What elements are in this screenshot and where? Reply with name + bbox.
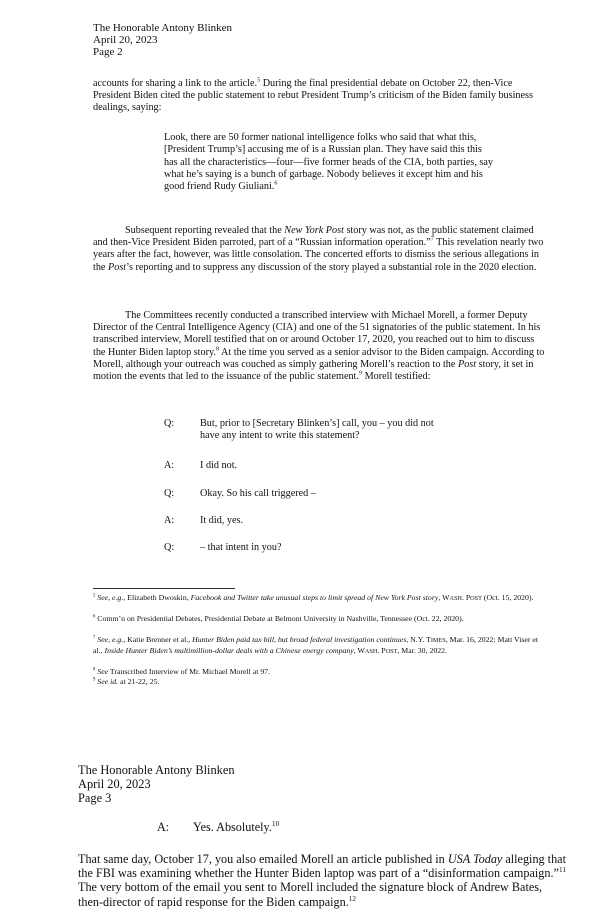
italic-run: New York Post [284,225,344,236]
footnote-ref-11: 11 [558,865,566,875]
page3-header [78,763,235,805]
text-run: The very bottom of the email you sent to Morell included the signature block of Andrew Bates, then-director of rapid response for the Biden campaign. [78,880,543,909]
footnote-ref-7: 7 [430,236,434,243]
page2-header [93,22,232,58]
footnote-number: 7 [93,635,96,641]
page2-paragraph-2 [93,225,548,274]
qa-label: Q: [164,542,175,553]
text-run: At the time you served as a senior advisor to the Biden campaign. According to Morell, although your outreach was couched as simply gathering Morell’s reaction to the [93,346,545,370]
footnote-number: 9 [93,677,96,683]
italic-run: Post [457,358,477,370]
footnote-number: 5 [93,593,96,599]
text-run: Transcribed Interview of Mr. Michael Morell at 97. [108,667,271,676]
qa-label: Q: [164,418,175,429]
footnote-8 [93,667,548,677]
text-run: , Mar. 30, 2022. [397,645,447,655]
qa-text: It did, yes. [200,515,244,526]
footnote-6 [93,614,548,624]
italic-run: See, e.g. [97,635,124,644]
small-caps-run: OST [385,647,398,655]
footnote-ref-9: 9 [358,370,363,377]
text-run: , N.Y. T [406,635,431,644]
footnote-number: 8 [93,667,96,673]
text-run: . P [377,645,386,655]
qa-text: I did not. [200,460,238,471]
qa-label: Q: [164,488,175,499]
italic-run: Post [108,261,127,273]
footnote-9 [93,677,548,687]
text-run: Yes. Absolutely. [193,820,272,834]
qa-text: Okay. So his call triggered – [200,488,316,499]
qa-label: A: [164,515,175,526]
page3-header-date: April 20, 2023 [78,777,151,791]
small-caps-run: OST [470,595,482,602]
footnote-ref-6: 6 [274,180,278,187]
qa-label: A: [164,460,175,471]
footnote-ref-8: 8 [215,346,220,353]
footnote-number: 6 [93,614,96,620]
text-run: During the final presidential debate on October 22, then-Vice President Biden cited the public statement to rebut President Trump’s criticism of the Biden family business dealings, saying: [93,78,533,114]
text-run: , W [438,593,450,602]
footnote-7 [93,635,548,656]
italic-run: See [97,667,109,676]
page2-paragraph-1 [93,78,548,115]
footnote-ref-12: 12 [348,893,357,903]
text-run: Morell testified: [362,371,431,383]
text-run: Comm’n on Presidential Debates, Presidential Debate at Belmont University in Nashville, Tennessee (Oct. 22, 2020). [95,614,464,623]
italic-run: Facebook and Twitter take unusual steps to limit spread of New York Post story [190,593,439,602]
text-run: The Committees recently conducted a transcribed interview with Michael Morell, a former Deputy Director of the Central Intelligence Agency (CIA) and one of the 51 signatories of the public statement. In his transcribed interview, Morell testified that on or around October 17, 2020, you reached out to him to discuss the Hunter Biden laptop story. [93,310,541,358]
quote-text: Look, there are 50 former national intelligence folks who said that what this, [President Trump’s] accusing me of is a Russian plan. They have said this this has all the characteristics—four—five former heads of the CIA, both parties, say what he’s saying is a bunch of garbage. Nobody believes it except him and his good friend Rudy Giuliani. [164,132,493,193]
text-run: story, it set in motion the events that led to the issuance of the public statement. [93,358,534,383]
text-run: story was not, as the public statement claimed and then-Vice President Biden parroted, part of a “Russian information operation.” [93,225,534,249]
text-run: That same day, October 17, you also emailed Morell an article published in [78,852,448,866]
qa-text: – that intent in you? [200,542,282,553]
text-run: , W [353,645,365,655]
text-run: , Mar. 16, 2022; Matt Viser et al., [93,635,539,655]
text-run: alleging that the FBI was examining whether the Hunter Biden laptop was part of a “disinformation campaign.” [78,852,566,881]
italic-run: See id. [97,677,119,686]
text-run: Subsequent reporting revealed that the [125,225,285,236]
text-run: at 21-22, 25. [118,677,160,686]
text-run: This revelation nearly two years after the fact, however, was little consolation. The concerted efforts to dismiss the serious allegations in the [93,237,544,273]
page3-answer-text [193,820,279,834]
small-caps-run: ASH [449,595,462,602]
text-run: . P [461,593,471,602]
page3-header-addressee: The Honorable Antony Blinken [78,763,235,777]
block-quote [164,132,494,193]
text-run: ’s reporting and to suppress any discussion of the story played a substantial role in the 2020 election. [126,261,537,273]
italic-run: See, e.g. [97,593,124,602]
text-run: , Elizabeth Dwoskin, [123,593,191,602]
page2-header-date: April 20, 2023 [93,34,158,46]
page2-header-addressee: The Honorable Antony Blinken [93,22,233,34]
footnote-separator [93,588,235,589]
footnote-ref-10: 10 [271,818,280,828]
qa-text: But, prior to [Secretary Blinken’s] call, you – you did not have any intent to write this statement? [200,418,434,441]
footnote-5 [93,593,548,604]
page2-header-page: Page 2 [93,46,123,58]
italic-run: Hunter Biden paid tax bill, but broad federal investigation continues [192,635,407,644]
italic-run: Inside Hunter Biden’s multimillion-dollar deals with a Chinese energy company [104,645,354,655]
text-run: accounts for sharing a link to the article. [93,78,258,89]
italic-run: USA Today [447,852,503,866]
page3-paragraph-1 [78,852,570,909]
page3-header-page: Page 3 [78,791,112,805]
small-caps-run: IMES [430,637,446,644]
page3-answer-label: A: [157,820,170,834]
page2-paragraph-3 [93,310,548,383]
small-caps-run: ASH [364,647,378,655]
footnote-ref-5: 5 [257,77,261,84]
text-run: (Oct. 15, 2020). [481,593,534,602]
text-run: , Katie Brenner et al., [123,635,193,644]
